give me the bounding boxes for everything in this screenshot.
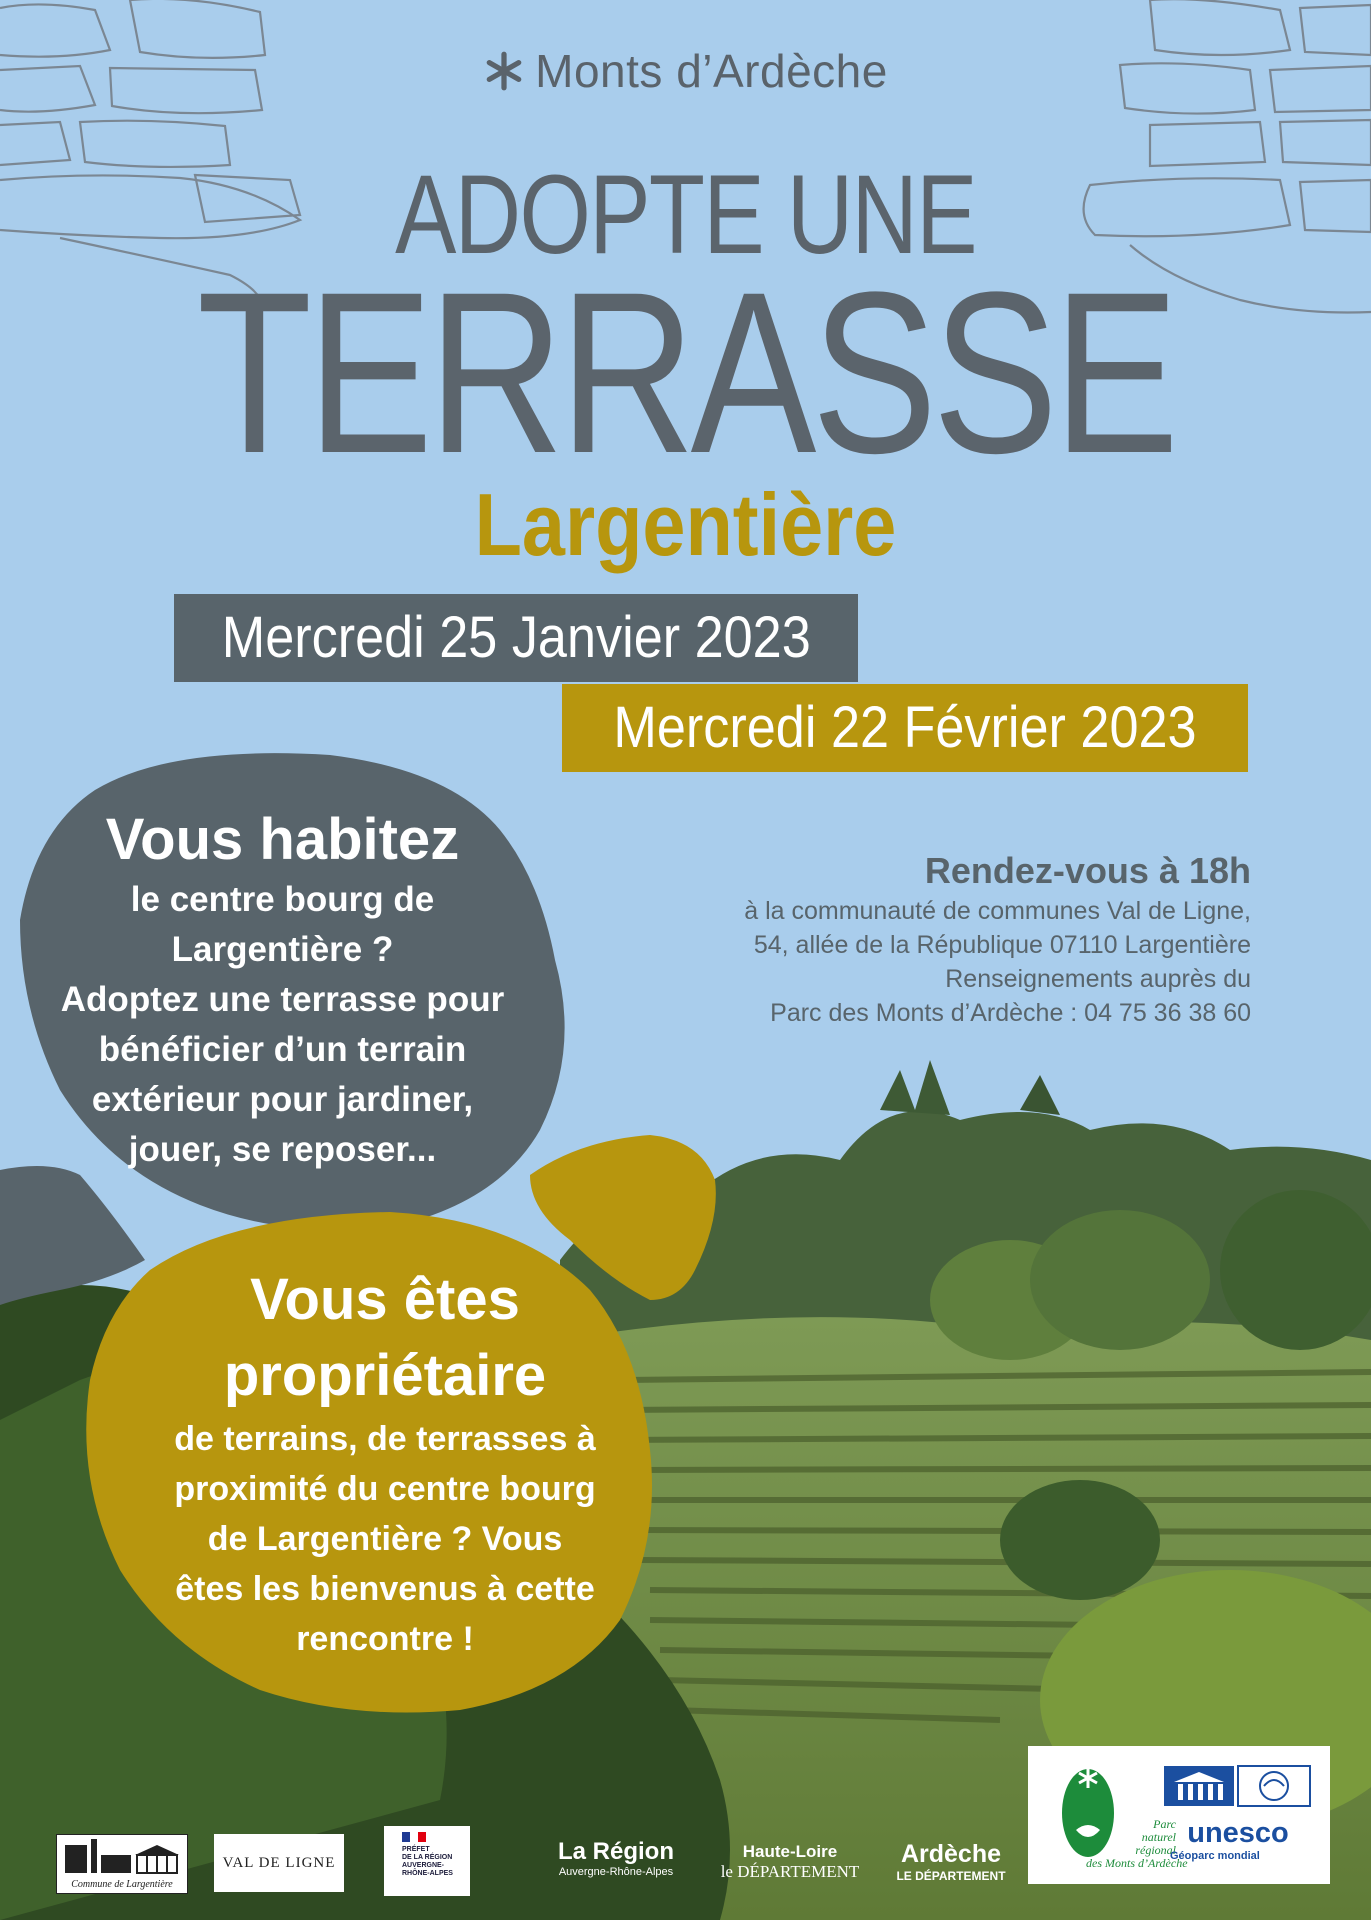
logo-commune-largentiere: [56, 1834, 188, 1894]
region-label: La Région: [557, 1838, 674, 1865]
town-hall-icon: [57, 1835, 185, 1875]
residents-message: [40, 805, 525, 1175]
residents-line: jouer, se reposer...: [128, 1130, 437, 1169]
unesco-sub: Géoparc mondial: [1170, 1850, 1260, 1862]
owners-line: rencontre !: [296, 1620, 474, 1658]
owners-heading: Vous êtes: [250, 1267, 520, 1332]
date-badge-1: [174, 594, 858, 682]
date-badge-2: [562, 684, 1248, 772]
logo-haute-loire: [720, 1842, 860, 1882]
owners-heading: propriétaire: [223, 1343, 547, 1408]
title-line-2: TERRASSE: [196, 244, 1175, 501]
logo-val-de-ligne: [214, 1834, 344, 1892]
residents-line: bénéficier d’un terrain: [98, 1030, 467, 1069]
owners-line: de Largentière ? Vous: [207, 1520, 563, 1558]
town-name: Largentière: [474, 475, 897, 574]
logo-prefet: [384, 1826, 470, 1896]
meeting-time: Rendez-vous à 18h: [924, 850, 1251, 891]
title-line-1: ADOPTE UNE: [395, 152, 976, 277]
valdeligne-label: VAL DE LIGNE: [222, 1855, 336, 1871]
slate-blob-small: [0, 1166, 145, 1305]
asterisk-icon: [483, 50, 525, 92]
logo-ardeche: [886, 1840, 1016, 1883]
info-line: à la communauté de communes Val de Ligne,: [744, 897, 1251, 925]
hauteloire-label: Haute-Loire: [742, 1842, 838, 1861]
unesco-label: unesco: [1187, 1817, 1289, 1849]
logo-region: [536, 1838, 696, 1878]
owners-line: de terrains, de terrasses à: [174, 1420, 596, 1458]
owners-line: êtes les bienvenus à cette: [175, 1570, 595, 1608]
residents-line: extérieur pour jardiner,: [91, 1080, 474, 1119]
residents-heading: Vous habitez: [105, 807, 460, 872]
parc-label: Parc naturel régional des Monts d’Ardèche: [1086, 1817, 1188, 1870]
owners-message: [140, 1262, 630, 1664]
partner-logos-box: [1028, 1746, 1330, 1884]
residents-line: le centre bourg de: [130, 880, 435, 919]
ardeche-label: Ardèche: [900, 1840, 1002, 1868]
region-sub: Auvergne-Rhône-Alpes: [558, 1866, 674, 1878]
owners-line: proximité du centre bourg: [174, 1470, 596, 1508]
ardeche-sub: LE DÉPARTEMENT: [896, 1869, 1006, 1883]
logo-unesco: [1162, 1764, 1314, 1862]
date-2-text: Mercredi 22 Février 2023: [613, 695, 1197, 760]
logo-parc-monts-ardeche: [1058, 1758, 1188, 1878]
residents-line: Adoptez une terrasse pour: [60, 980, 505, 1019]
residents-line: Largentière ?: [171, 930, 394, 969]
brand-name: Monts d’Ardèche: [535, 45, 888, 97]
unesco-temple-icon: [1162, 1764, 1312, 1808]
info-line: Parc des Monts d’Ardèche : 04 75 36 38 60: [770, 999, 1251, 1027]
meeting-info: [651, 848, 1251, 1030]
french-flag-icon: [402, 1832, 426, 1842]
hauteloire-sub: le DÉPARTEMENT: [720, 1862, 860, 1881]
brand-title: [0, 44, 1371, 98]
prefet-label: PRÉFET DE LA RÉGION AUVERGNE- RHÔNE-ALPES: [402, 1846, 453, 1877]
commune-label: Commune de Largentière: [71, 1879, 173, 1890]
info-line: 54, allée de la République 07110 Largentière: [753, 931, 1251, 959]
date-1-text: Mercredi 25 Janvier 2023: [221, 605, 811, 670]
info-line: Renseignements auprès du: [945, 965, 1251, 993]
